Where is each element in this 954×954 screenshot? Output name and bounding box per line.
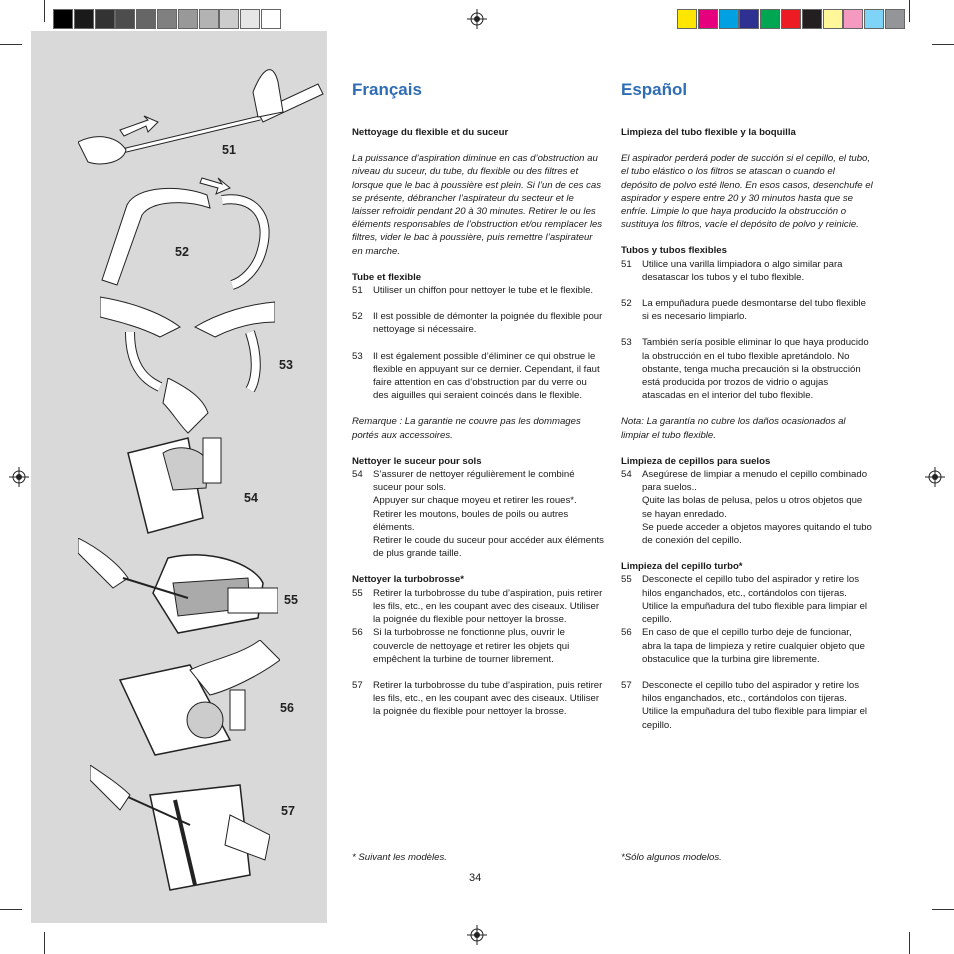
color-swatch bbox=[95, 9, 115, 29]
footnote-french: * Suivant les modèles. bbox=[352, 852, 447, 863]
process-color-bar bbox=[677, 9, 906, 29]
subheading: Limpieza de cepillos para suelos bbox=[621, 455, 771, 467]
item-line: S’assurer de nettoyer régulièrement le combiné suceur pour sols. bbox=[373, 469, 575, 494]
color-swatch bbox=[719, 9, 739, 29]
crop-mark bbox=[44, 0, 45, 22]
color-swatch bbox=[219, 9, 239, 29]
figure-number-55: 55 bbox=[284, 593, 298, 607]
subheading: Nettoyage du flexible et du suceur bbox=[352, 127, 509, 138]
item-text bbox=[642, 468, 873, 547]
crop-mark bbox=[909, 932, 910, 954]
item-line: Retirer les moutons, boules de poils ou autres éléments. bbox=[373, 508, 569, 533]
color-swatch bbox=[843, 9, 863, 29]
crop-mark bbox=[909, 0, 910, 22]
list-item bbox=[352, 468, 604, 560]
color-swatch bbox=[178, 9, 198, 29]
crop-mark bbox=[44, 932, 45, 954]
registration-mark-bottom bbox=[467, 925, 487, 945]
french-column bbox=[352, 78, 604, 719]
color-swatch bbox=[136, 9, 156, 29]
item-number: 56 bbox=[621, 627, 632, 639]
list-item bbox=[621, 626, 873, 666]
color-swatch bbox=[157, 9, 177, 29]
intro-paragraph: El aspirador perderá poder de succión si el cepillo, el tubo, el tubo elástico o los filtros se atascan o cuando el depósito de polvo esté lleno. En esos casos, desenchufe el aspirador y espere entre 20 y 30 minutos hasta que se enfríe. Limpie lo que haya producido la obstrucción o sustituya los filtros, vacíe el depósito de polvo y reinicie. bbox=[621, 153, 873, 231]
list-item bbox=[621, 573, 873, 626]
figure-number-54: 54 bbox=[244, 491, 258, 505]
item-number: 51 bbox=[352, 285, 363, 297]
color-swatch bbox=[74, 9, 94, 29]
color-swatch bbox=[698, 9, 718, 29]
color-swatch bbox=[781, 9, 801, 29]
color-swatch bbox=[115, 9, 135, 29]
list-item bbox=[352, 587, 604, 627]
remark: Remarque : La garantie ne couvre pas les dommages portés aux accessoires. bbox=[352, 416, 581, 441]
item-text: Retirer la turbobrosse du tube d’aspiration, puis retirer les fils, etc., en les coupant avec des ciseaux. Utiliser la poignée du flexible pour nettoyer la brosse. bbox=[373, 679, 603, 718]
item-number: 54 bbox=[352, 469, 363, 481]
item-number: 56 bbox=[352, 627, 363, 639]
subheading: Limpieza del cepillo turbo* bbox=[621, 561, 743, 573]
item-number: 53 bbox=[352, 350, 363, 362]
item-number: 52 bbox=[621, 298, 632, 310]
list-item bbox=[621, 468, 873, 547]
color-swatch bbox=[823, 9, 843, 29]
color-swatch bbox=[240, 9, 260, 29]
section-heading-spanish: Español bbox=[621, 80, 688, 99]
list-item bbox=[621, 679, 873, 732]
item-text: Il est également possible d’éliminer ce qui obstrue le flexible en appuyant sur ce dernier. Cependant, il faut faire attention en cas d’obstruction par du verre ou des aiguilles qui seraient coincés dans le flexible. bbox=[373, 350, 600, 402]
item-number: 55 bbox=[621, 574, 632, 586]
subheading: Nettoyer le suceur pour sols bbox=[352, 455, 482, 467]
subheading: Limpieza del tubo flexible y la boquilla bbox=[621, 127, 796, 138]
illustration-56-turbo-brush-cover bbox=[100, 640, 280, 760]
item-text: Desconecte el cepillo tubo del aspirador y retire los hilos enganchados, etc., cortándolos con tijeras. Utilice la empuñadura del tubo flexible para limpiar el cepillo. bbox=[642, 574, 868, 626]
item-text bbox=[373, 468, 604, 560]
intro-paragraph: La puissance d’aspiration diminue en cas d’obstruction au niveau du suceur, du tube, du flexible ou des filtres et lorsque que le bac à poussière est plein. Si l’un de ces cas se présente, débrancher l’aspirateur du secteur et le laisser refroidir pendant 20 à 30 minutes. Retirer le ou les éléments responsables de l’obstruction et/ou remplacer les filtres, vider le bac à poussière, puis remettre l’aspirateur en marche. bbox=[352, 153, 603, 257]
list-item bbox=[621, 258, 873, 284]
item-text: Retirer la turbobrosse du tube d’aspiration, puis retirer les fils, etc., en les coupant avec des ciseaux. Utiliser la poignée du flexible pour nettoyer la brosse. bbox=[373, 587, 603, 626]
subheading: Tubos y tubos flexibles bbox=[621, 245, 727, 257]
color-swatch bbox=[677, 9, 697, 29]
subheading: Tube et flexible bbox=[352, 271, 422, 283]
illustration-55-turbo-brush-cutting bbox=[78, 538, 278, 638]
item-number: 55 bbox=[352, 587, 363, 599]
item-number: 54 bbox=[621, 469, 632, 481]
figure-number-57: 57 bbox=[281, 804, 295, 818]
color-swatch bbox=[885, 9, 905, 29]
crop-mark bbox=[932, 909, 954, 910]
illustration-51-tube-cleaning bbox=[78, 62, 328, 172]
item-text: La empuñadura puede desmontarse del tubo flexible si es necesario limpiarlo. bbox=[642, 298, 867, 323]
color-swatch bbox=[739, 9, 759, 29]
list-item bbox=[621, 336, 873, 402]
color-swatch bbox=[802, 9, 822, 29]
note: Nota: La garantía no cubre los daños ocasionados al limpiar el tubo flexible. bbox=[621, 416, 846, 441]
color-swatch bbox=[760, 9, 780, 29]
color-swatch bbox=[199, 9, 219, 29]
list-item bbox=[352, 626, 604, 666]
page-number: 34 bbox=[469, 872, 482, 884]
crop-mark bbox=[0, 909, 22, 910]
figure-number-51: 51 bbox=[222, 143, 236, 157]
item-text: Il est possible de démonter la poignée du flexible pour nettoyage si nécessaire. bbox=[373, 311, 603, 336]
item-text: En caso de que el cepillo turbo deje de funcionar, abra la tapa de limpieza y retire cualquier objeto que obstaculice que la turbina gire libremente. bbox=[642, 627, 865, 665]
list-item bbox=[352, 679, 604, 719]
color-swatch bbox=[261, 9, 281, 29]
list-item bbox=[352, 310, 604, 336]
crop-mark bbox=[932, 44, 954, 45]
figure-number-53: 53 bbox=[279, 358, 293, 372]
footnote-spanish: *Sólo algunos modelos. bbox=[621, 852, 722, 863]
item-text: Utiliser un chiffon pour nettoyer le tube et le flexible. bbox=[373, 285, 594, 297]
spanish-column bbox=[621, 78, 873, 732]
item-text: Utilice una varilla limpiadora o algo similar para desatascar los tubos y el tubo flexible. bbox=[642, 258, 843, 283]
section-heading-french: Français bbox=[352, 80, 422, 99]
item-number: 52 bbox=[352, 311, 363, 323]
list-item bbox=[352, 350, 604, 403]
item-number: 53 bbox=[621, 337, 632, 349]
illustration-52-hose-handle bbox=[92, 170, 282, 290]
illustration-57-turbo-brush-threads bbox=[90, 765, 270, 895]
figure-number-52: 52 bbox=[175, 245, 189, 259]
illustration-53-squeezing-hose bbox=[100, 292, 275, 392]
figure-number-56: 56 bbox=[280, 701, 294, 715]
item-line: Appuyer sur chaque moyeu et retirer les roues*. bbox=[373, 495, 577, 507]
item-number: 57 bbox=[352, 679, 363, 691]
subheading: Nettoyer la turbobrosse* bbox=[352, 574, 464, 586]
item-line: Se puede acceder a objetos mayores quitando el tubo de conexión del cepillo. bbox=[642, 521, 872, 547]
item-text: Si la turbobrosse ne fonctionne plus, ouvrir le couvercle de nettoyage et retirer les objets qui empêchent la turbine de tourner librement. bbox=[373, 627, 570, 665]
item-line: Retirer le coude du suceur pour accéder aux éléments de plus grande taille. bbox=[373, 535, 604, 560]
registration-mark-right bbox=[925, 467, 945, 487]
crop-mark bbox=[0, 44, 22, 45]
item-line: Asegúrese de limpiar a menudo el cepillo combinado para suelos.. bbox=[642, 469, 868, 494]
item-text: También sería posible eliminar lo que haya producido la obstrucción en el tubo flexible apretándolo. No obstante, tenga mucha precaución si la obstrucción está producida por trozos de vidrio o agujas atascadas en el interior del tubo flexible. bbox=[642, 337, 869, 402]
list-item bbox=[352, 284, 604, 297]
registration-mark-top bbox=[467, 9, 487, 29]
color-swatch bbox=[53, 9, 73, 29]
gray-color-bar bbox=[53, 9, 282, 29]
item-line: Quite las bolas de pelusa, pelos u otros objetos que se hayan enredado. bbox=[642, 495, 863, 520]
color-swatch bbox=[864, 9, 884, 29]
item-number: 57 bbox=[621, 679, 632, 691]
list-item bbox=[621, 297, 873, 323]
item-number: 51 bbox=[621, 258, 632, 270]
illustration-54-floor-nozzle bbox=[118, 378, 238, 538]
item-text: Desconecte el cepillo tubo del aspirador y retire los hilos enganchados, etc., cortándolos con tijeras. Utilice la empuñadura del tubo flexible para limpiar el cepillo. bbox=[642, 679, 868, 731]
registration-mark-left bbox=[9, 467, 29, 487]
